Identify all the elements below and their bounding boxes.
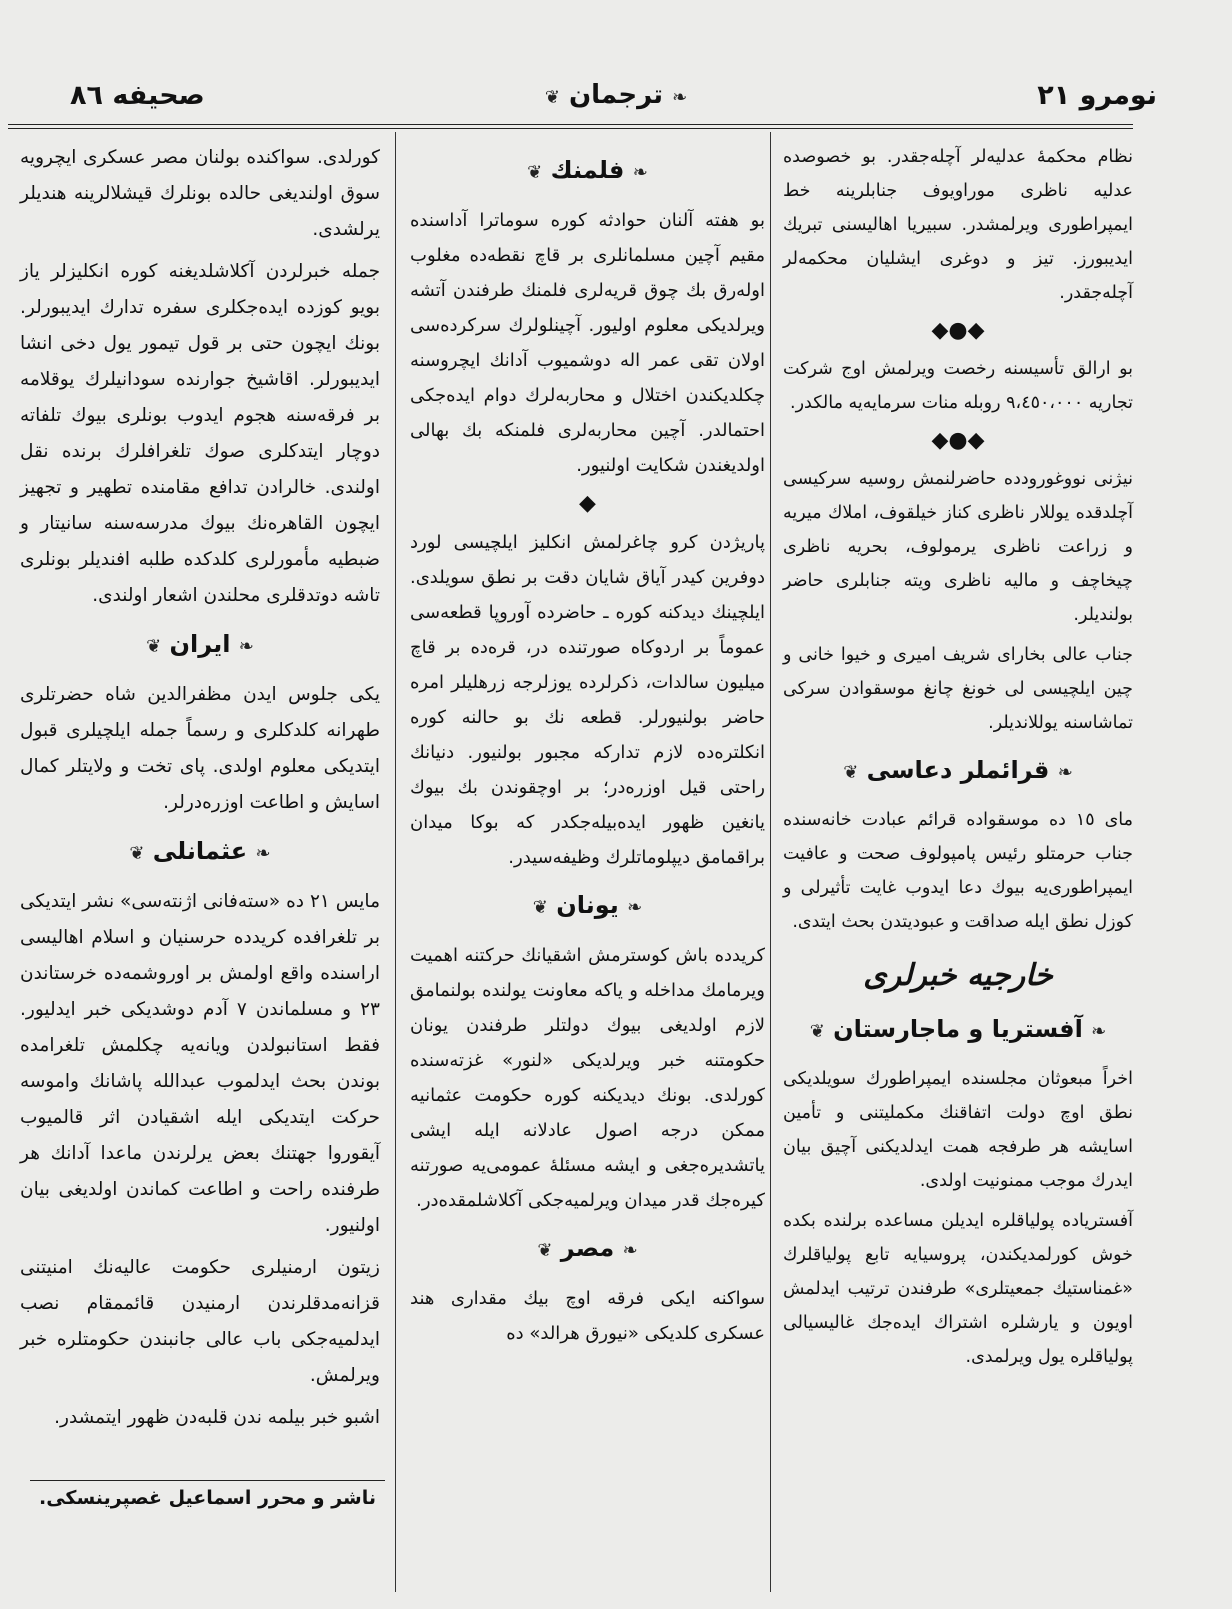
section-heading-iran (20, 624, 380, 667)
footer-rule (30, 1480, 385, 1481)
article-paragraph: جناب عالی بخارای شریف امیری و خیوا خانی و چین ایلچیسی لی خونغ چانغ موسقوادن سرکی تماشاسنه یوللاندیلر. (783, 645, 1133, 733)
newspaper-title-text: ترجمان (568, 80, 664, 110)
column-middle (410, 140, 765, 1357)
section-heading-egypt (410, 1228, 765, 1271)
issue-number: نومرو ٢١ (1037, 80, 1157, 111)
section-heading-text: فلمنك (550, 156, 625, 184)
article-paragraph: سواکنه ایکی فرقه اوچ بیك مقداری هند عسکری کلدیکی «نیورق هرالد» ده (410, 1288, 765, 1344)
separator-diamond: ◆ (579, 491, 596, 516)
article-paragraph: کورلدی. سواکنده بولنان مصر عسکری ایچرویه سوق اولندیغی حالده بونلرك قیشلالرینه هندیلر یرلشدی. (20, 147, 380, 240)
article-paragraph: اشبو خبر بیلمه ندن قلبه‌دن ظهور ایتمشدر. (54, 1407, 380, 1428)
section-heading-text: مصر (560, 1234, 615, 1262)
ornament-icon: ❧ (622, 1240, 638, 1261)
foreign-news-title: خارجیه خبرلری (863, 958, 1053, 993)
page-header (0, 70, 1232, 130)
ornament-icon: ❧ (238, 636, 254, 657)
column-right (783, 140, 1133, 1380)
ornament-icon: ❧ (1057, 762, 1073, 783)
article-paragraph: یکی جلوس ایدن مظفرالدین شاه حضرتلری طهرانه کلدکلری و رسماً جمله ایلچیلری قبول ایتدیکی معلوم اولدی. پای تخت و ولایتلر کمال اسایش و اطاعت اوزره‌درلر. (20, 684, 380, 813)
publisher-line: ناشر و محرر اسماعیل غصپرینسکی. (38, 1487, 376, 1509)
section-heading-text: قرائملر دعاسی (866, 756, 1050, 784)
section-heading-greece (410, 885, 765, 928)
section-heading-text: عثمانلی (152, 837, 248, 865)
section-heading-austria (783, 1009, 1133, 1052)
ornament-icon: ❦ (843, 762, 859, 783)
section-heading-text: یونان (556, 891, 619, 919)
article-paragraph: پاریژدن کرو چاغرلمش انکلیز ایلچیسی لورد دوفرین کیدر آیاق شایان دقت بر نطق سویلدی. ایلچینك دیدکنه کوره ـ حاضرده آوروپا قطعه‌سی عموماً بر اردوکاه صورتنده در، قرەده بر قاچ میلیون سالدات، ذکرلرده یوزلرجه زرهلیلر امره حاضر بولنیورلر. قطعه نك بو حالنه کوره انکلتره‌ده لازم تدارکه مجبور بولنیور. دنیانك راحتی قیل اوزره‌در؛ بر اوچقوندن بك بیوك یانغین ظهور ایده‌بیله‌جکدر که بوکا میدان براقمامق دیپلوماتلرك وظیفه‌سیدر. (410, 532, 765, 868)
article-paragraph: جمله خبرلردن آکلاشلدیغنه کوره انکلیزلر یاز بویو کوزده ایده‌جکلری سفره تدارك ایدیبورلر. بونك ایچون حتی بر قول تیمور یول دخی انشا ایدیبورلر. اقاشیخ جوارنده سودانیلرك یوقلامه بر فرقه‌سنه هجوم ایدوب بونلری بیوك تلفاته دوچار ایتدکلری صوك تلغرافلرك برنده نقل اولندی. خالرادن تدافع مقامنده تطهیر و تجهیز ایچون القاهره‌نك بیوك مدرسه‌سنه سانیتار و ضبطیه مأمورلری کلدکده طلبه افندیلر بونلری تاشه دوتدقلری محلندن اشعار اولندی. (20, 261, 380, 606)
header-rule (8, 124, 1133, 129)
ornament-icon: ❧ (632, 162, 648, 183)
section-heading-text: آفستریا و ماجارستان (833, 1015, 1083, 1043)
separator-ornament: ◆●◆ (931, 428, 985, 453)
section-heading-text: ایران (169, 630, 231, 658)
separator-ornament: ◆●◆ (931, 318, 985, 343)
column-left (20, 140, 380, 1442)
article-paragraph: زیتون ارمنیلری حکومت عالیه‌نك امنیتنی قزانه‌مدقلرندن ارمنیدن قائممقام نصب ایدلمیه‌جکی باب عالی جانبندن حکومتلره خبر ویرلمش. (20, 1257, 380, 1386)
ornament-icon: ❦ (129, 843, 145, 864)
section-heading-ottoman (20, 831, 380, 874)
article-paragraph: مای ١٥ ده موسقواده قرائم عبادت خانه‌سنده جناب حرمتلو رئیس پامپولوف صحت و عافیت ایمپراطوری‌یه بیوك دعا ایدوب غایت تأثیرلی و کوزل نطق ایله صداقت و عبودیتدن بحث ایتدی. (783, 810, 1133, 932)
article-paragraph: کریدده باش کوسترمش اشقیانك حرکتنه اهمیت ویرمامك مداخله و یاکه معاونت یولنده بولنمامق لازم اولدیغی بیوك دولتلر طرفندن یونان حکومتنه خبر ویرلدیکی «لنور» غزته‌سنده کورلدی. بونك دیدیکنه کوره حکومت عثمانیه ممکن درجه اصول عادلانه ایله ایشی یاتشدیره‌جغی و ایشه مسئلهٔ عمومی‌یه صورتنه کیره‌جك قدر میدان ویرلمیه‌جکی آکلاشلمقده‌در. (410, 945, 765, 1211)
page-number: صحیفه ٨٦ (70, 80, 205, 111)
article-paragraph: اخراً مبعوثان مجلسنده ایمپراطورك سویلدیکی نطق اوچ دولت اتفاقنك مکملیتنی و تأمین اسایشه هر طرفجه همت ایدلدیکنی آچیق بیان ایدرك موجب ممنونیت اولدی. (783, 1069, 1133, 1191)
article-paragraph: مایس ٢١ ده «ستەفانی اژنتەسی» نشر ایتدیکی بر تلغرافده کریدده حرسنیان و اسلام اهالیسی اراسنده واقع اولمش بر اوروشمه‌ده خرستاندن ٢٣ و مسلماندن ٧ آدم دوشدیکی خبر ایدلیور. فقط استانبولدن ویانه‌یه چکلمش تلغرامده بوندن بحث ایدلموب عبدالله پاشانك واموسه حرکت ایتدیکی ایله اشقیادن اثر قالمیوب آیقوروا جهتنك بعض یرلرندن ماعدا آدانك هر طرفنده راحت و اطاعت کماندن اولدیغی بیان اولنیور. (20, 891, 380, 1236)
article-paragraph: آفستریاده پولیاقلره ایدیلن مساعده برلنده بکده خوش کورلمدیکندن، پروسیایه تابع پولیاقلرك «غمناستیك جمعیتلری» طرفندن ترتیب ایدلمش اویون و یارشلره اشتراك ایده‌جك غالیسیالی پولیاقلره یول ویرلمدی. (783, 1211, 1133, 1367)
column-divider (395, 132, 396, 1592)
ornament-icon: ❦ (809, 1021, 825, 1042)
ornament-icon: ❦ (537, 1240, 553, 1261)
section-heading-karaim (783, 750, 1133, 793)
ornament-icon: ❦ (146, 636, 162, 657)
article-paragraph: نظام محکمهٔ عدلیه‌لر آچله‌جقدر. بو خصوصده عدلیه ناظری موراویوف جنابلرینه خط ایمپراطوری ویرلمشدر. سبیریا اهالیسنی تبریك ایدیبورز. تیز و دوغری ایشلیان محکمه‌لر آچله‌جقدر. (783, 147, 1133, 303)
ornament-icon: ❧ (627, 897, 643, 918)
ornament-icon: ❦ (544, 87, 560, 108)
ornament-icon: ❧ (1091, 1021, 1107, 1042)
article-paragraph: بو هفته آلنان حوادثه کوره سوماترا آداسنده مقیم آچین مسلمانلری بر قاچ نقطه‌ده مغلوب اوله‌رق بك چوق قریه‌لری فلمنك طرفندن آتشه ویرلدیکی معلوم اولیور. آچینلولرك سرکرده‌سی اولان تقی عمر اله دوشمیوب آدانك ایچروسنه چکلدیکندن اختلال و محاربه‌لرك دوام ایده‌جکی احتمالدر. آچین محاربه‌لری فلمنکه بك بهالی اولدیغندن شکایت اولنیور. (410, 210, 765, 476)
section-heading-finland (410, 150, 765, 193)
column-divider (770, 132, 771, 1592)
ornament-icon: ❧ (672, 87, 688, 108)
ornament-icon: ❧ (255, 843, 271, 864)
article-paragraph: بو ارالق تأسیسنه رخصت ویرلمش اوج شرکت تجاریه ٩،٤٥٠،٠٠٠ روبله منات سرمایه‌یه مالکدر. (783, 359, 1133, 413)
ornament-icon: ❦ (527, 162, 543, 183)
article-paragraph: نیژنی نووغورودده حاضرلنمش روسیه سرکیسی آچلدقده یوللار ناظری کناز خیلقوف، املاك میریه و زراعت ناظری یرمولوف، بحریه ناظری چیخاچف و مالیه ناظری ویته جنابلری حاضر بولندیلر. (783, 469, 1133, 625)
ornament-icon: ❦ (532, 897, 548, 918)
